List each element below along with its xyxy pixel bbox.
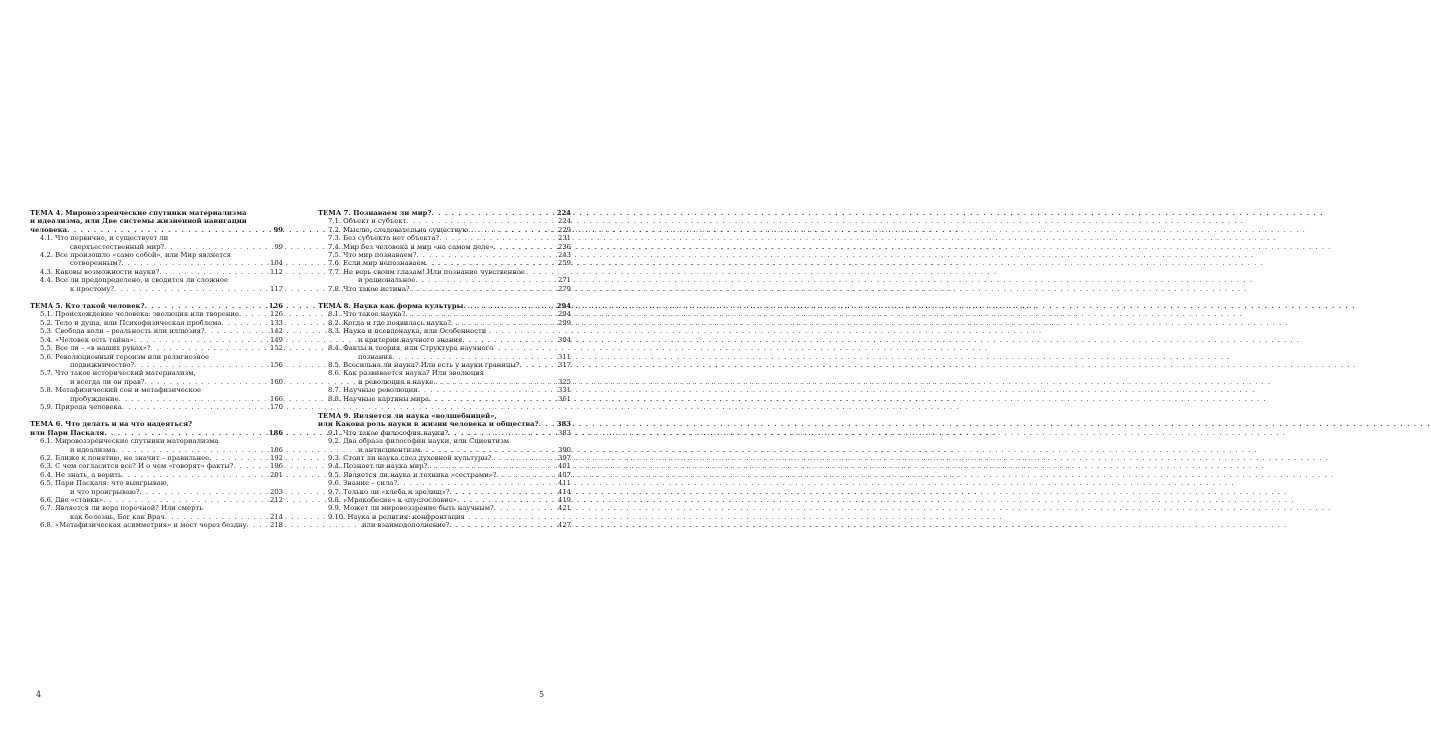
dot-leader xyxy=(439,234,556,242)
toc-subsection-entry xyxy=(30,386,283,403)
dot-leader xyxy=(462,336,556,344)
toc-entry-text: 5.3. Свобода воли – реальность или иллюзия? xyxy=(40,327,205,336)
toc-subsection-entry xyxy=(318,437,571,454)
toc-entry-text: 6.5. Пари Паскаля: что выигрываю, xyxy=(40,479,169,488)
toc-page-number: 421 xyxy=(558,504,571,513)
toc-subsection-entry xyxy=(318,395,571,403)
dot-leader xyxy=(233,462,268,470)
toc-page-number: 243 xyxy=(558,251,571,260)
toc-page-number: 361 xyxy=(558,394,571,403)
toc-page-number: 170 xyxy=(270,402,283,411)
toc-page-number: 201 xyxy=(270,470,283,479)
dot-leader xyxy=(457,496,556,504)
toc-entry-text: ТЕМА 8. Наука как форма культуры xyxy=(318,302,464,311)
toc-page-number: 294 xyxy=(556,302,571,311)
section-gap xyxy=(30,293,283,302)
dot-leader xyxy=(468,226,556,234)
toc-page-number: 186 xyxy=(270,445,283,454)
toc-entry-text: и что проигрываю? xyxy=(70,487,140,496)
toc-page-number: 112 xyxy=(270,267,283,276)
dot-leader xyxy=(450,521,556,529)
dot-leader xyxy=(416,251,556,259)
toc-subsection-entry xyxy=(30,437,283,454)
toc-page-number: 149 xyxy=(270,335,283,344)
toc-entry-text: 4.4. Все ли предопределено, и сводится ли сложное xyxy=(40,276,228,285)
toc-page-number: 224 xyxy=(556,209,571,217)
dot-leader xyxy=(429,395,556,403)
section-gap xyxy=(30,411,283,420)
dot-leader xyxy=(415,276,556,284)
toc-subsection-entry xyxy=(30,327,283,335)
toc-entry-text: 5.4. «Человек есть тайна» xyxy=(40,335,134,344)
toc-entry-text: 5.7. Что такое исторический материализм, xyxy=(40,369,196,378)
toc-entry-text: пробуждение xyxy=(70,394,119,403)
dot-leader xyxy=(463,302,554,310)
toc-entry-text: 5.2. Тело и душа, или Психофизическая проблема xyxy=(40,318,222,327)
toc-page-number: 414 xyxy=(558,487,571,496)
toc-entry-text: и революция в науке xyxy=(358,377,434,386)
toc-subsection-entry xyxy=(318,327,571,344)
toc-page-number: 236 xyxy=(558,242,571,251)
toc-page-number: 186 xyxy=(268,428,283,437)
toc-page-number: 231 xyxy=(558,234,571,243)
toc-entry-text: 4.1. Что первично, и существует ли xyxy=(40,234,169,243)
toc-subsection-entry xyxy=(318,319,571,327)
toc-page-number: 117 xyxy=(270,284,283,293)
toc-page-number: 271 xyxy=(558,276,571,285)
toc-entry-text: сверхъестественный мир? xyxy=(70,242,165,251)
dot-leader xyxy=(139,488,268,496)
dot-leader xyxy=(427,462,556,470)
toc-entry-text: 9.8. «Мракобесие» в «пустословие» xyxy=(328,496,457,504)
toc-subsection-entry xyxy=(318,496,571,504)
toc-entry-text: 7.7. Не верь своим глазам! Или познание чувственное xyxy=(328,267,525,276)
toc-subsection-entry xyxy=(318,462,571,470)
toc-entry-text: и всегда ли он прав? xyxy=(70,377,145,386)
toc-page-number: 325 xyxy=(558,377,571,386)
toc-page-number: 166 xyxy=(270,394,283,403)
dot-leader xyxy=(405,310,556,318)
toc-subsection-entry xyxy=(30,479,283,496)
toc-subsection-entry xyxy=(30,403,283,411)
toc-entry-text: 9.4. Познает ли наука мир? xyxy=(328,462,428,471)
toc-entry-text: 5.5. Все ли – «в наших руках»? xyxy=(40,344,151,353)
toc-entry-text: 8.4. Факты и теория, или Структура научного xyxy=(328,344,494,353)
toc-subsection-entry xyxy=(318,429,571,437)
toc-entry-text: 6.8. «Метафизическая асимметрия» и мост через бездну xyxy=(40,521,247,530)
toc-entry-text: 6.6. Две «ставки» xyxy=(40,496,104,504)
toc-theme-entry xyxy=(30,302,283,310)
toc-theme-entry xyxy=(30,420,283,437)
toc-page-number: 142 xyxy=(270,327,283,336)
toc-page-number: 407 xyxy=(558,470,571,479)
toc-subsection-entry xyxy=(318,217,571,225)
toc-subsection-entry xyxy=(30,369,283,386)
toc-page-number: 126 xyxy=(268,302,283,311)
toc-entry-text: 5.8. Метафизический сон и метафизическое xyxy=(40,386,201,395)
dot-leader xyxy=(239,310,268,318)
toc-entry-text: 8.7. Научные революции xyxy=(328,386,418,395)
toc-subsection-entry xyxy=(30,521,283,529)
toc-entry-text: или Пари Паскаля xyxy=(30,428,105,437)
toc-entry-text: 6.4. Не знать, а верить xyxy=(40,470,122,479)
toc-page-number: 156 xyxy=(270,360,283,369)
dot-leader xyxy=(519,361,556,369)
toc-page-number: 214 xyxy=(270,512,283,521)
dot-leader xyxy=(145,378,269,386)
toc-subsection-entry xyxy=(318,226,571,234)
toc-page-number: 203 xyxy=(270,487,283,496)
toc-entry-text: 5.6. Революционный героизм или религиозное xyxy=(40,352,210,361)
toc-subsection-entry xyxy=(30,471,283,479)
toc-entry-text: и идеализма, или Две системы жизненной навигации xyxy=(30,217,247,226)
toc-entry-text: 6.2. Ближе к понятию, не значит – правильнее xyxy=(40,453,210,462)
toc-entry-text: человека xyxy=(30,225,67,234)
toc-entry-text: познания xyxy=(358,352,393,361)
toc-theme-entry xyxy=(318,302,571,310)
toc-page-number: 192 xyxy=(270,453,283,462)
toc-subsection-entry xyxy=(318,504,571,512)
dot-leader xyxy=(392,353,556,361)
toc-entry-text: 9.5. Является ли наука и техника «сестрами»? xyxy=(328,470,497,479)
toc-entry-text: 9.10. Наука и религия: конфронтация xyxy=(328,512,465,521)
toc-subsection-entry xyxy=(318,361,571,369)
dot-leader xyxy=(134,336,268,344)
toc-page-number: 317 xyxy=(558,360,571,369)
toc-subsection-entry xyxy=(318,479,571,487)
toc-page-number: 311 xyxy=(558,352,571,361)
dot-leader xyxy=(221,319,268,327)
page-number-right: 5 xyxy=(539,690,545,699)
toc-subsection-entry xyxy=(30,234,283,251)
toc-entry-text: 6.7. Является ли вера порочной? Или смерть xyxy=(40,504,203,513)
toc-entry-text: 4.2. Все произошло «само собой», или Мир является xyxy=(40,251,232,260)
toc-page-number: 133 xyxy=(270,318,283,327)
dot-leader xyxy=(494,243,556,251)
toc-page-number: 126 xyxy=(270,310,283,319)
toc-entry-text: 8.8. Научные картины мира xyxy=(328,394,429,403)
toc-subsection-entry xyxy=(30,251,283,268)
toc-entry-text: 5.9. Природа человека xyxy=(40,402,122,411)
toc-entry-text: и идеализма xyxy=(70,445,116,454)
toc-entry-text: или Какова роль науки в жизни человека и общества? xyxy=(318,420,539,429)
toc-subsection-entry xyxy=(318,513,571,530)
toc-page-number: 259 xyxy=(558,259,571,268)
toc-entry-text: 9.7. Только ли «хлеба и зрелищ»? xyxy=(328,487,450,496)
toc-subsection-entry xyxy=(318,234,571,242)
toc-page-number: 218 xyxy=(270,521,283,530)
dot-leader xyxy=(451,319,556,327)
toc-entry-text: или взаимодополнение? xyxy=(362,521,450,530)
toc-page-number: 212 xyxy=(270,496,283,504)
toc-page-number: 383 xyxy=(556,420,571,429)
toc-entry-text: 5.1. Происхождение человека: эволюция или творение xyxy=(40,310,239,319)
toc-subsection-entry xyxy=(318,454,571,462)
toc-entry-text: 9.3. Стоит ли наука слез духовной культуры? xyxy=(328,453,492,462)
toc-page-number: 299 xyxy=(558,318,571,327)
toc-page-number: 419 xyxy=(558,496,571,504)
toc-entry-text: 9.9. Может ли мировоззрение быть научным? xyxy=(328,504,494,513)
toc-subsection-entry xyxy=(30,276,283,293)
toc-entry-text: и критерии научного знания xyxy=(358,335,463,344)
dot-leader xyxy=(122,471,268,479)
toc-entry-text: сотворенным? xyxy=(70,259,122,268)
toc-entry-text: и антисциентизм xyxy=(358,445,421,454)
toc-entry-text: 7.6. Если мир непознаваем xyxy=(328,259,426,268)
toc-entry-text: ТЕМА 4. Мировоззренческие спутники материализма xyxy=(30,209,247,217)
toc-subsection-entry xyxy=(318,386,571,394)
toc-entry-text: к простому? xyxy=(70,284,114,293)
toc-theme-entry xyxy=(318,412,571,429)
dot-leader xyxy=(448,429,556,437)
toc-subsection-entry xyxy=(318,488,571,496)
dot-leader xyxy=(209,454,268,462)
toc-page-number: 390 xyxy=(558,445,571,454)
toc-subsection-entry xyxy=(318,243,571,251)
dot-leader xyxy=(115,446,268,454)
toc-page-number: 229 xyxy=(558,225,571,234)
toc-subsection-entry xyxy=(318,344,571,361)
toc-entry-text: 9.6. Знание – сила? xyxy=(328,479,398,488)
toc-subsection-entry xyxy=(30,504,283,521)
dot-leader xyxy=(103,496,268,504)
toc-entry-text: 7.3. Без субъекта нет объекта? xyxy=(328,234,440,243)
toc-subsection-entry xyxy=(318,259,571,267)
toc-entry-text: 8.5. Всесильна ли наука? Или есть у науки границы? xyxy=(328,360,520,369)
dot-leader xyxy=(104,429,266,437)
toc-subsection-entry xyxy=(318,310,571,318)
toc-entry-text: 7.4. Мир без человека и мир «на самом деле» xyxy=(328,242,494,251)
dot-leader xyxy=(494,504,556,512)
toc-subsection-entry xyxy=(30,454,283,462)
dot-leader xyxy=(247,521,268,529)
dot-leader xyxy=(119,395,268,403)
dot-leader xyxy=(410,285,556,293)
toc-entry-text: 6.3. С чем согласится все? И о чем «говорят» факты? xyxy=(40,462,234,471)
toc-page-number: 401 xyxy=(558,462,571,471)
dot-leader xyxy=(433,378,556,386)
dot-leader xyxy=(397,479,556,487)
toc-entry-text: 8.3. Наука и псевдонаука, или Особенности xyxy=(328,327,487,336)
toc-page-number: 294 xyxy=(558,310,571,319)
section-gap xyxy=(318,403,571,412)
dot-leader xyxy=(159,268,268,276)
toc-entry-text: 9.2. Два образа философии науки, или Сциентизм xyxy=(328,437,510,446)
toc-subsection-entry xyxy=(30,344,283,352)
toc-entry-text: 9.1. Что такое философия науки? xyxy=(328,428,449,437)
toc-entry-text: 7.5. Что мир познаваем? xyxy=(328,251,417,260)
toc-page-number: 99 xyxy=(273,225,283,234)
toc-subsection-entry xyxy=(30,462,283,470)
toc-subsection-entry xyxy=(30,268,283,276)
toc-page-number: 427 xyxy=(558,521,571,530)
toc-theme-entry xyxy=(318,209,571,217)
toc-page-number: 196 xyxy=(270,462,283,471)
toc-page-number: 224 xyxy=(558,217,571,226)
toc-subsection-entry xyxy=(318,471,571,479)
toc-entry-text: 8.1. Что такое наука? xyxy=(328,310,406,319)
toc-subsection-entry xyxy=(318,268,571,285)
page-number-left: 4 xyxy=(36,690,42,699)
toc-page-number: 397 xyxy=(558,453,571,462)
toc-page-number: 160 xyxy=(270,377,283,386)
toc-entry-text: 7.2. Мыслю, следовательно существую xyxy=(328,225,469,234)
toc-page-number: 411 xyxy=(558,479,571,488)
dot-leader xyxy=(134,361,268,369)
dot-leader xyxy=(122,403,268,411)
toc-entry-text: ТЕМА 5. Кто такой человек? xyxy=(30,302,145,311)
toc-entry-text: 4.3. Каковы возможности науки? xyxy=(40,267,160,276)
dot-leader xyxy=(67,226,272,234)
toc-page-number: 152 xyxy=(270,344,283,353)
section-gap xyxy=(318,293,571,302)
toc-subsection-entry xyxy=(30,353,283,370)
toc-page-number: 104 xyxy=(270,259,283,268)
dot-leader xyxy=(121,259,268,267)
toc-entry-text: 7.1. Объект и субъект xyxy=(328,217,407,226)
dot-leader xyxy=(539,420,555,428)
toc-page-number: 279 xyxy=(558,284,571,293)
dot-leader xyxy=(420,446,556,454)
dot-leader xyxy=(418,386,556,394)
toc-entry-text: 7.8. Что такое истина? xyxy=(328,284,410,293)
toc-subsection-entry xyxy=(318,251,571,259)
toc-subsection-entry xyxy=(318,369,571,386)
dot-leader xyxy=(431,209,554,217)
toc-subsection-entry xyxy=(30,336,283,344)
dot-leader xyxy=(144,302,266,310)
dot-leader xyxy=(491,454,556,462)
dot-leader xyxy=(114,285,268,293)
toc-entry-text: 8.2. Когда и где появилась наука? xyxy=(328,318,451,327)
toc-entry-text: и рациональное xyxy=(358,276,416,285)
toc-page-number: 304 xyxy=(558,335,571,344)
toc-subsection-entry xyxy=(30,319,283,327)
toc-entry-text: ТЕМА 7. Познаваем ли мир? xyxy=(318,209,432,217)
dot-leader xyxy=(165,513,268,521)
dot-leader xyxy=(164,243,272,251)
toc-right-column xyxy=(318,209,571,530)
dot-leader xyxy=(497,471,556,479)
toc-entry-text: подвижничество? xyxy=(70,360,135,369)
toc-page-number: 331 xyxy=(558,386,571,395)
dot-leader xyxy=(426,259,556,267)
toc-entry-text: как болезнь, Бог как Врач xyxy=(70,512,165,521)
toc-page-number: 383 xyxy=(558,428,571,437)
toc-entry-text: 6.1. Мировоззренческие спутники материализма xyxy=(40,437,219,446)
toc-entry-text: 8.6. Как развивается наука? Или эволюция xyxy=(328,369,485,378)
toc-theme-entry xyxy=(30,209,283,234)
dot-leader xyxy=(406,217,556,225)
dot-leader xyxy=(151,344,268,352)
toc-left-column xyxy=(30,209,283,530)
dot-leader xyxy=(450,488,556,496)
toc-entry-text: ТЕМА 6. Что делать и на что надеяться? xyxy=(30,420,193,429)
toc-subsection-entry xyxy=(30,496,283,504)
dot-leader xyxy=(205,327,268,335)
toc-subsection-entry xyxy=(318,285,571,293)
toc-subsection-entry xyxy=(30,310,283,318)
toc-entry-text: ТЕМА 9. Является ли наука «волшебницей», xyxy=(318,411,497,420)
toc-page-number: 99 xyxy=(274,242,283,251)
